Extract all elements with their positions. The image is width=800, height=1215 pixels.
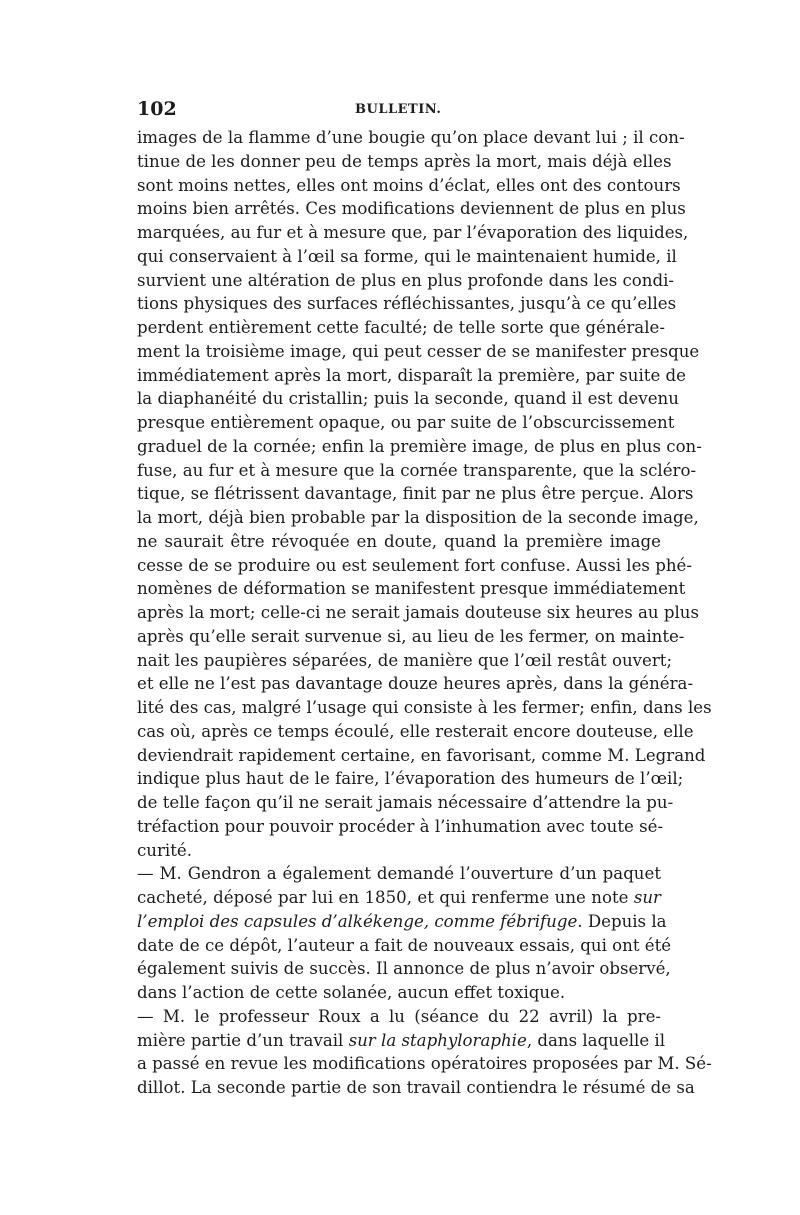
text-segment: tinue de les donner peu de temps après la mort, mais déjà elles [137,151,672,171]
text-segment: moins bien arrêtés. Ces modifications deviennent de plus en plus [137,199,686,219]
text-line [137,364,686,388]
text-segment: cesse de se produire ou est seulement fort confuse. Aussi les phé- [137,555,692,575]
text-line [137,316,665,340]
text-line [137,126,685,150]
text-line [137,387,679,411]
text-block [137,96,712,1100]
text-segment: curité. [137,840,192,860]
text-line [137,577,686,601]
italic-segment: sur [633,888,661,907]
text-segment: cacheté, déposé par lui en 1850, et qui renferme une note [137,888,634,907]
text-line [137,696,712,720]
running-head [137,96,661,122]
text-segment: ment la troisième image, qui peut cesser de se manifester presque [137,341,700,361]
text-segment: graduel de la cornée; enfin la première image, de plus en plus con- [137,436,702,456]
text-segment: après la mort; celle-ci ne serait jamais douteuse six heures au plus [137,603,699,622]
text-line [137,672,694,696]
text-segment: également suivis de succès. Il annonce de plus n’avoir observé, [137,959,671,979]
text-segment: tique, se flétrissent davantage, finit par ne plus être perçue. Alors [137,484,694,504]
text-line [137,269,674,293]
text-line [137,1029,666,1053]
text-segment: survient une altération de plus en plus profonde dans les condi- [137,270,674,290]
text-segment: — M. Gendron a également demandé l’ouverture d’un paquet [137,864,661,884]
text-line [137,601,699,625]
text-segment: tréfaction pour pouvoir procéder à l’inhumation avec toute sé- [137,816,664,836]
text-line [137,197,686,221]
text-line [137,720,694,744]
text-segment: , dans laquelle il [526,1030,666,1050]
text-line [137,482,694,506]
text-segment: ne saurait être révoquée en doute, quand la première image [137,531,661,551]
text-line [137,767,684,791]
text-segment: immédiatement après la mort, disparaît la première, par suite de [137,365,686,385]
text-line [137,459,697,483]
text-line [137,174,681,198]
text-segment: Depuis la [582,911,667,931]
text-line [137,1052,712,1076]
text-line [137,411,675,435]
text-line [137,910,667,934]
text-line [137,744,706,768]
text-line [137,506,699,530]
text-segment: fuse, au fur et à mesure que la cornée transparente, que la scléro- [137,460,697,480]
text-segment: sont moins nettes, elles ont moins d’éclat, elles ont des contours [137,175,681,195]
italic-segment: l’emploi des capsules d’alkékenge, comme fébrifuge. [137,911,583,931]
text-line [137,150,672,174]
text-line [137,862,661,886]
text-line [137,554,692,578]
text-segment: perdent entièrement cette faculté; de telle sorte que générale- [137,318,665,337]
text-line [137,791,674,815]
text-segment: de telle façon qu’il ne serait jamais nécessaire d’attendre la pu- [137,793,674,812]
text-segment: lité des cas, malgré l’usage qui consiste à les fermer; enfin, dans les [137,698,712,717]
text-segment: cas où, après ce temps écoulé, elle resterait encore douteuse, elle [137,721,694,741]
text-line [137,839,661,863]
text-segment: qui conservaient à l’œil sa forme, qui le maintenaient humide, il [137,246,677,266]
text-segment: images de la flamme d’une bougie qu’on place devant lui ; il con- [137,128,685,147]
text-segment: presque entièrement opaque, ou par suite de l’obscurcissement [137,413,675,432]
text-segment: dillot. La seconde partie de son travail contiendra le résumé de sa [137,1078,695,1097]
text-line [137,957,671,981]
text-segment: après qu’elle serait survenue si, au lieu de les fermer, on mainte- [137,626,685,646]
page-number: 102 [137,98,177,120]
text-line [137,245,677,269]
text-segment: deviendrait rapidement certaine, en favorisant, comme M. Legrand [137,745,706,765]
text-segment: la mort, déjà bien probable par la disposition de la seconde image, [137,508,699,527]
text-line [137,625,685,649]
text-line [137,649,673,673]
text-segment: tions physiques des surfaces réfléchissantes, jusqu’à ce qu’elles [137,294,677,314]
text-segment: a passé en revue les modifications opératoires proposées par M. Sé- [137,1054,712,1074]
italic-segment: sur la staphyloraphie [348,1030,527,1050]
text-line [137,1076,695,1100]
text-segment: mière partie d’un travail [137,1030,349,1050]
text-segment: la diaphanéité du cristallin; puis la seconde, quand il est devenu [137,389,679,409]
text-line [137,530,661,554]
text-line [137,815,664,839]
text-segment: nait les paupières séparées, de manière que l’œil restât ouvert; [137,650,673,670]
text-segment: dans l’action de cette solanée, aucun effet toxique. [137,983,566,1002]
body-text [137,126,712,1100]
text-segment: marquées, au fur et à mesure que, par l’évaporation des liquides, [137,223,689,242]
text-segment: nomènes de déformation se manifestent presque immédiatement [137,579,686,599]
text-line [137,221,689,245]
text-line [137,340,700,364]
text-line [137,934,672,958]
text-line [137,292,677,316]
text-segment: indique plus haut de le faire, l’évaporation des humeurs de l’œil; [137,769,684,789]
text-line [137,435,702,459]
text-line [137,1005,661,1029]
text-segment: et elle ne l’est pas davantage douze heures après, dans la généra- [137,674,694,694]
text-line [137,981,661,1005]
running-title: BULLETIN. [355,102,442,117]
text-segment: — M. le professeur Roux a lu (séance du 22 avril) la pre- [137,1006,661,1026]
text-line [137,886,661,910]
text-segment: date de ce dépôt, l’auteur a fait de nouveaux essais, qui ont été [137,935,672,955]
